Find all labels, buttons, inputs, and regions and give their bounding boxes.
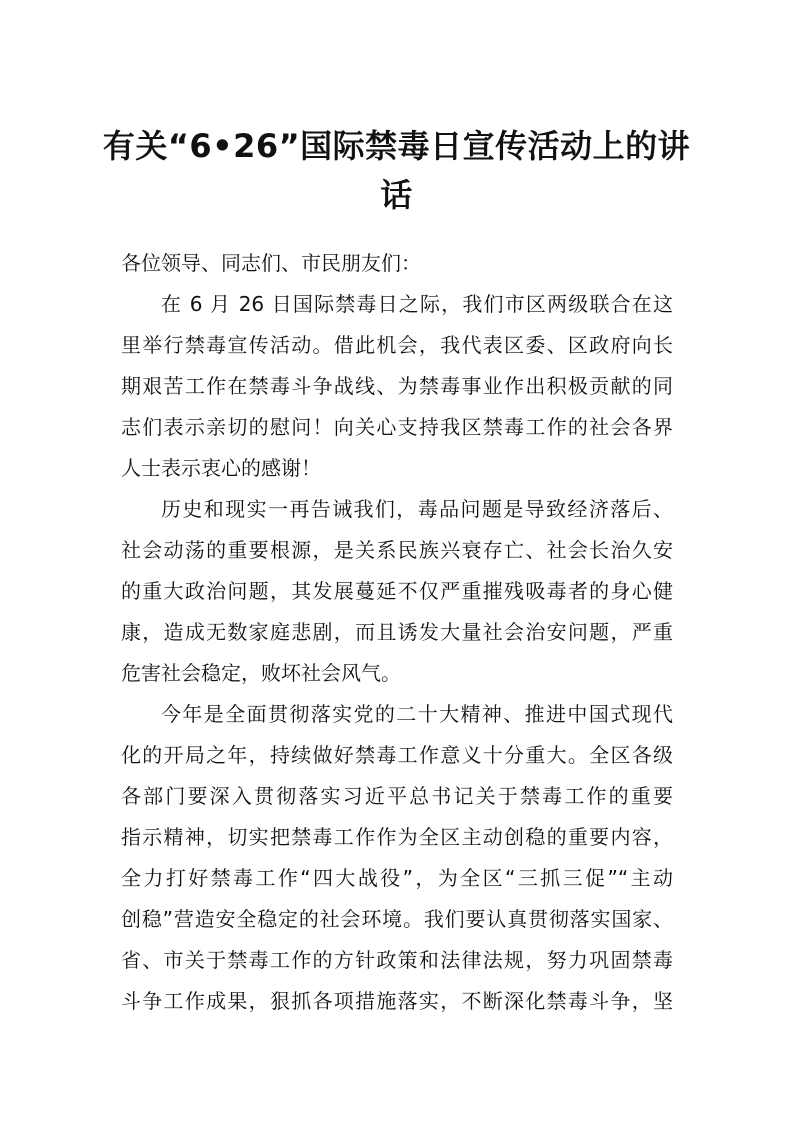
paragraph-1-line-1: 在 6 月 26 日国际禁毒日之际，我们市区两级联合在这 (161, 292, 673, 316)
paragraph-1-line-4: 志们表示亲切的慰问！向关心支持我区禁毒工作的社会各界 (121, 415, 673, 439)
paragraph-3-line-2: 化的开局之年，持续做好禁毒工作意义十分重大。全区各级 (121, 743, 673, 767)
document-title-line-2: 话 (380, 176, 413, 214)
paragraph-2-line-5: 危害社会稳定，败坏社会风气。 (121, 661, 401, 685)
paragraph-2-line-3: 的重大政治问题，其发展蔓延不仅严重摧残吸毒者的身心健 (121, 579, 673, 603)
document-title-line-1: 有关“6•26”国际禁毒日宣传活动上的讲 (102, 127, 691, 165)
paragraph-1-line-5: 人士表示衷心的感谢！ (121, 456, 321, 480)
paragraph-3-line-7: 省、市关于禁毒工作的方针政策和法律法规，努力巩固禁毒 (121, 948, 673, 972)
paragraph-3-line-4: 指示精神，切实把禁毒工作作为全区主动创稳的重要内容， (121, 825, 673, 849)
paragraph-1-line-3: 期艰苦工作在禁毒斗争战线、为禁毒事业作出积极贡献的同 (121, 374, 673, 398)
paragraph-3-line-8: 斗争工作成果，狠抓各项措施落实，不断深化禁毒斗争，坚 (121, 989, 673, 1013)
paragraph-1-line-2: 里举行禁毒宣传活动。借此机会，我代表区委、区政府向长 (121, 333, 673, 357)
paragraph-2-line-2: 社会动荡的重要根源，是关系民族兴衰存亡、社会长治久安 (121, 538, 673, 562)
paragraph-3-line-3: 各部门要深入贯彻落实习近平总书记关于禁毒工作的重要 (121, 784, 673, 808)
paragraph-3-line-6: 创稳”营造安全稳定的社会环境。我们要认真贯彻落实国家、 (121, 907, 673, 931)
paragraph-2-line-1: 历史和现实一再告诫我们，毒品问题是导致经济落后、 (161, 497, 673, 521)
paragraph-3-line-1: 今年是全面贯彻落实党的二十大精神、推进中国式现代 (161, 702, 673, 726)
greeting: 各位领导、同志们、市民朋友们： (121, 251, 421, 275)
paragraph-3-line-5: 全力打好禁毒工作“四大战役”，为全区“三抓三促”“主动 (121, 866, 673, 890)
paragraph-2-line-4: 康，造成无数家庭悲剧，而且诱发大量社会治安问题，严重 (121, 620, 673, 644)
